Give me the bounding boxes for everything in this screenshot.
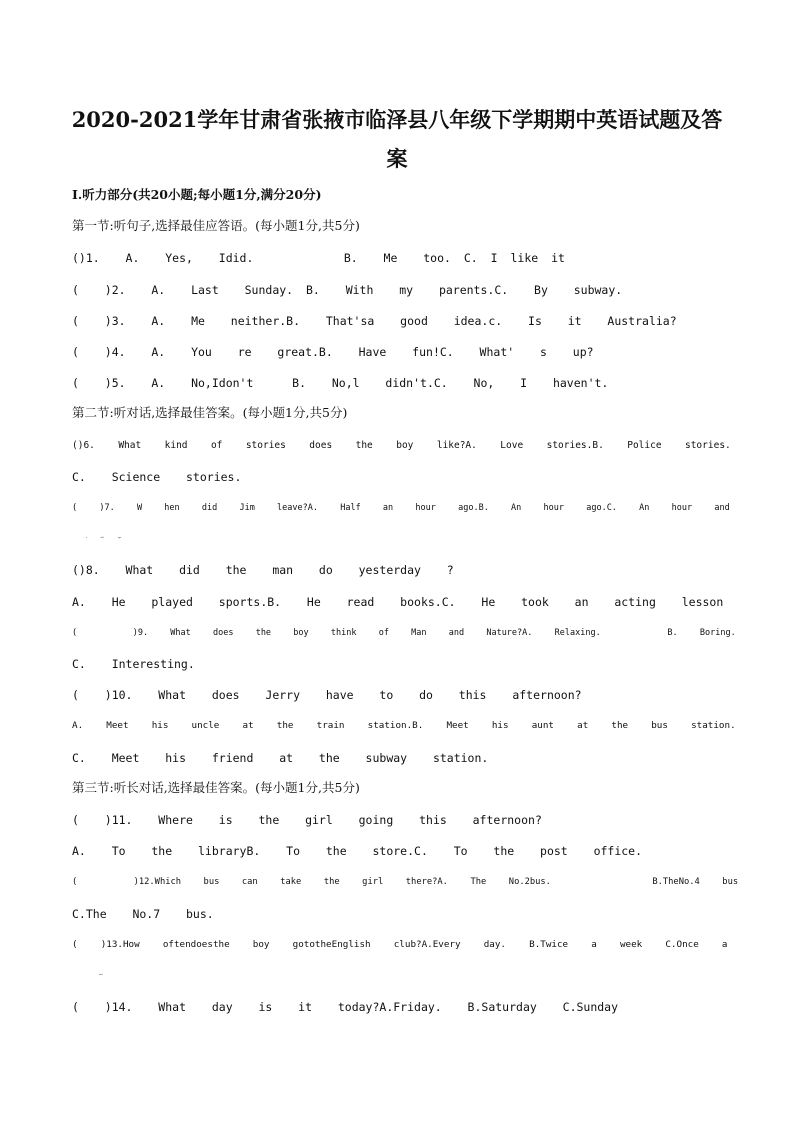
question-12-continued: C.The No.7 bus. (72, 907, 214, 921)
question-4: ( )4. A. You re great.B. Have fun!C. What' s up? (72, 345, 594, 359)
question-6-continued: C. Science stories. (72, 470, 242, 484)
question-6: ()6. What kind of stories does the boy like?A. Love stories.B. Police stories. (72, 440, 731, 451)
question-5: ( )5. A. No,Idon't B. No,l didn't.C. No, I haven't. (72, 376, 609, 390)
question-10: ( )10. What does Jerry have to do this afternoon? (72, 688, 582, 702)
question-10-options: A. Meet his uncle at the train station.B. Meet his aunt at the bus station. (72, 720, 736, 731)
document-title-line-2: 案 (386, 146, 408, 171)
question-11: ( )11. Where is the girl going this afternoon? (72, 813, 542, 827)
question-12: ( )12.Which bus can take the girl there?A. The No.2bus. B.TheNo.4 bus (72, 877, 739, 887)
part1-heading: 第一节:听句子,选择最佳应答语。(每小题1分,共5分) (72, 218, 360, 233)
question-13: ( )13.How oftendoesthe boy gototheEnglish club?A.Every day. B.Twice a week C.Once a (72, 939, 728, 950)
question-14: ( )14. What day is it today?A.Friday. B.Saturday C.Sunday (72, 1000, 619, 1014)
section-heading: I.听力部分(共20小题;每小题1分,满分20分) (72, 187, 322, 202)
question-7-continued: a half ago. (86, 538, 122, 539)
question-13-continued: week (99, 975, 103, 976)
question-7: ( )7. W hen did Jim leave?A. Half an hour ago.B. An hour ago.C. An hour and (72, 503, 730, 513)
question-11-options: A. To the libraryB. To the store.C. To the post office. (72, 844, 643, 858)
part2-heading: 第二节:听对话,选择最佳答案。(每小题1分,共5分) (72, 405, 348, 420)
question-10-continued: C. Meet his friend at the subway station. (72, 751, 489, 765)
question-8: ()8. What did the man do yesterday ? (72, 563, 454, 577)
question-2: ( )2. A. Last Sunday. B. With my parents.C. By subway. (72, 283, 623, 297)
document-title-line-1: 2020-2021学年甘肃省张掖市临泽县八年级下学期期中英语试题及答 (71, 107, 723, 132)
question-8-options: A. He played sports.B. He read books.C. He took an acting lesson (72, 595, 724, 609)
question-9-continued: C. Interesting. (72, 657, 195, 671)
part3-heading: 第三节:听长对话,选择最佳答案。(每小题1分,共5分) (72, 780, 360, 795)
question-3: ( )3. A. Me neither.B. That'sa good idea.c. Is it Australia? (72, 314, 677, 328)
question-1: ()1. A. Yes, Idid. B. Me too. C. I like it (72, 251, 565, 265)
question-9: ( )9. What does the boy think of Man and Nature?A. Relaxing. B. Boring. (72, 628, 736, 638)
